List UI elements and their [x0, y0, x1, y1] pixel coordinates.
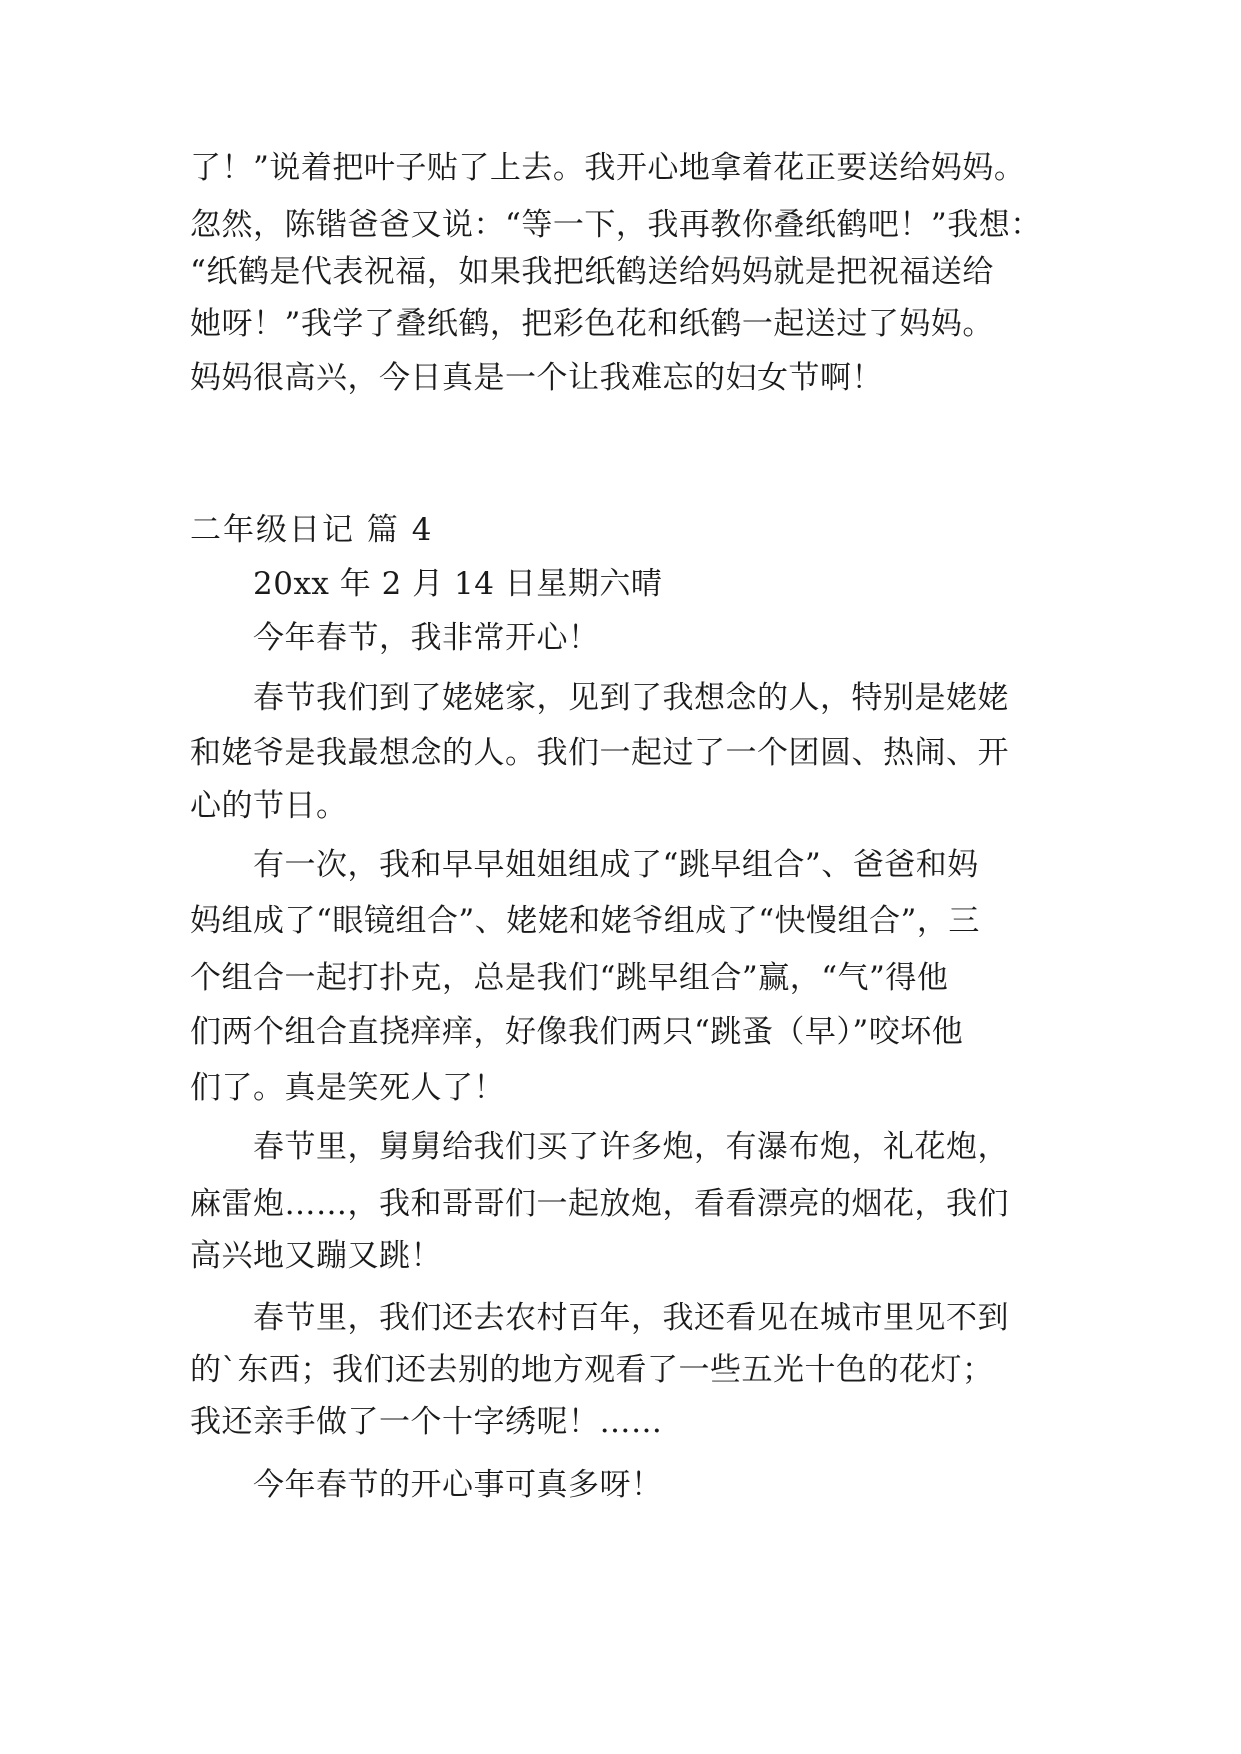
text-line: 忽然，陈锴爸爸又说：“等一下，我再教你叠纸鹤吧！”我想： [190, 207, 1042, 243]
paragraph-line: 个组合一起打扑克，总是我们“跳早组合”赢，“气”得他 [190, 960, 949, 996]
paragraph-line: 春节我们到了姥姥家，见到了我想念的人，特别是姥姥 [253, 680, 1009, 716]
paragraph-line: 们两个组合直挠痒痒，好像我们两只“跳蚤（早）”咬坏他 [190, 1014, 964, 1050]
paragraph-line: 高兴地又蹦又跳！ [190, 1238, 442, 1274]
paragraph-line: 麻雷炮……，我和哥哥们一起放炮，看看漂亮的烟花，我们 [190, 1186, 1009, 1222]
paragraph-line: 今年春节的开心事可真多呀！ [253, 1467, 663, 1503]
text-line: 她呀！”我学了叠纸鹤，把彩色花和纸鹤一起送过了妈妈。 [190, 306, 994, 342]
paragraph-line: 我还亲手做了一个十字绣呢！…… [190, 1404, 663, 1440]
paragraph-line: 们了。真是笑死人了！ [190, 1070, 505, 1106]
paragraph-line: 妈组成了“眼镜组合”、姥姥和姥爷组成了“快慢组合”，三 [190, 903, 980, 939]
paragraph-line: 有一次，我和早早姐姐组成了“跳早组合”、爸爸和妈 [253, 847, 979, 883]
paragraph-line: 春节里，舅舅给我们买了许多炮，有瀑布炮，礼花炮， [253, 1129, 1009, 1165]
section-title: 二年级日记 篇 4 [190, 512, 434, 548]
text-line: “纸鹤是代表祝福，如果我把纸鹤送给妈妈就是把祝福送给 [190, 254, 994, 290]
paragraph-line: 心的节日。 [190, 788, 348, 824]
paragraph-line: 的`东西；我们还去别的地方观看了一些五光十色的花灯； [190, 1352, 994, 1388]
paragraph-line: 春节里，我们还去农村百年，我还看见在城市里见不到 [253, 1300, 1009, 1336]
text-line: 了！”说着把叶子贴了上去。我开心地拿着花正要送给妈妈。 [190, 150, 1026, 186]
paragraph-line: 今年春节，我非常开心！ [253, 620, 600, 656]
entry-date: 20xx 年 2 月 14 日星期六晴 [253, 566, 663, 602]
paragraph-line: 和姥爷是我最想念的人。我们一起过了一个团圆、热闹、开 [190, 735, 1009, 771]
text-line: 妈妈很高兴，今日真是一个让我难忘的妇女节啊！ [190, 360, 883, 396]
